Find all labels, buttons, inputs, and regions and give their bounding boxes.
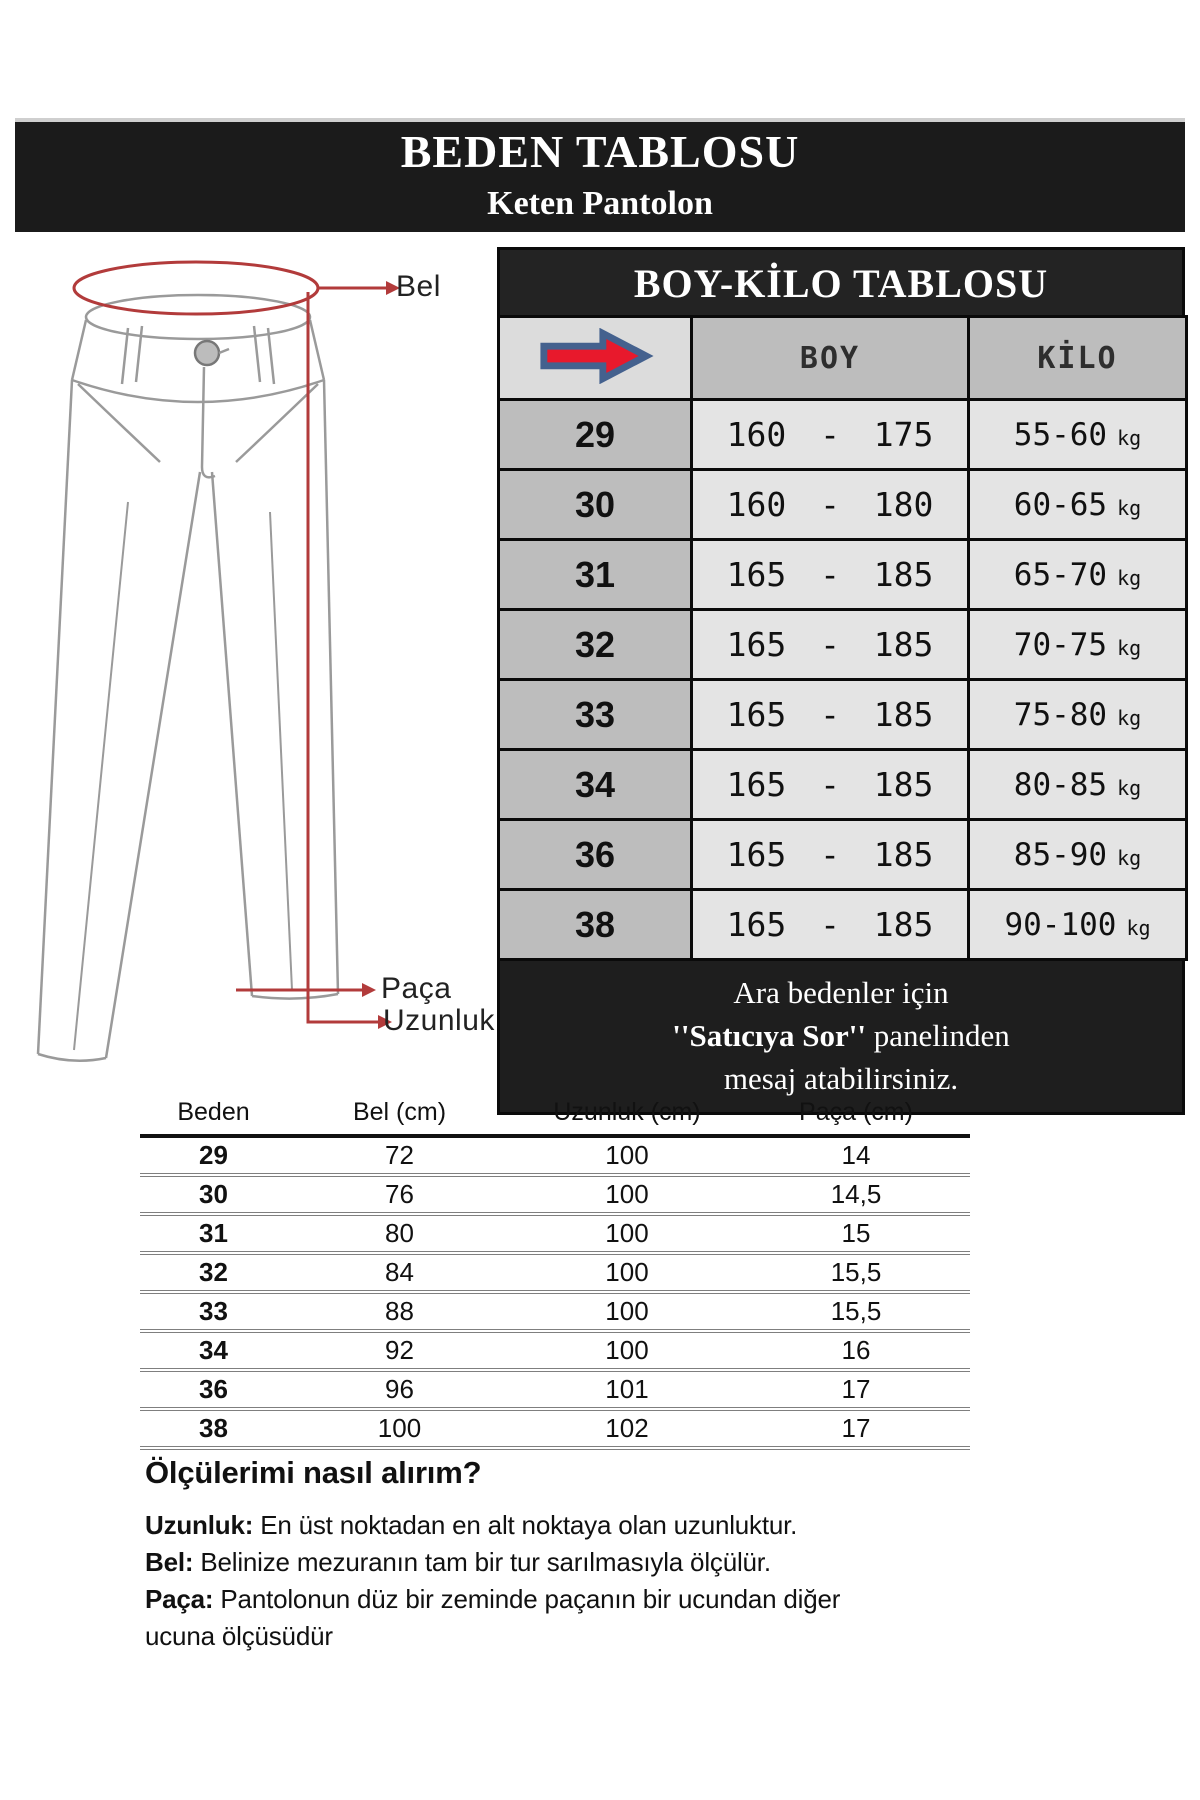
table-row — [140, 1409, 970, 1448]
kilo-cell — [969, 750, 1187, 820]
page-subtitle: Keten Pantolon — [487, 185, 713, 222]
note-line-3: mesaj atabilirsiniz. — [723, 1061, 959, 1096]
boy-cell: 165 - 185 — [692, 540, 969, 610]
paca-cell: 15,5 — [742, 1292, 970, 1331]
table-row — [140, 1136, 970, 1175]
kg-unit: kg — [1117, 775, 1142, 800]
uzunluk-cell: 100 — [512, 1253, 742, 1292]
table-row — [499, 750, 1187, 820]
boy-kilo-header-row — [499, 317, 1187, 400]
header-uzunluk: Uzunluk (cm) — [512, 1090, 742, 1136]
beden-cell: 32 — [140, 1253, 287, 1292]
how-to-paca — [145, 1581, 890, 1618]
bel-cell: 100 — [287, 1409, 512, 1448]
size-cell: 29 — [499, 400, 692, 470]
table-row — [499, 820, 1187, 890]
ask-seller-bold: ''Satıcıya Sor'' — [672, 1018, 866, 1053]
table-row — [499, 890, 1187, 960]
bel-cell: 84 — [287, 1253, 512, 1292]
kilo-value: 65-70 — [1013, 556, 1108, 593]
table-row — [140, 1331, 970, 1370]
boy-cell: 160 - 175 — [692, 400, 969, 470]
column-header-kilo: KİLO — [969, 317, 1187, 400]
size-cell: 33 — [499, 680, 692, 750]
size-cell: 30 — [499, 470, 692, 540]
waist-ellipse-annotation — [74, 262, 318, 314]
kg-unit: kg — [1117, 845, 1142, 870]
table-row — [140, 1214, 970, 1253]
boy-cell: 160 - 180 — [692, 470, 969, 540]
kilo-cell — [969, 680, 1187, 750]
kg-unit: kg — [1117, 565, 1142, 590]
table-row — [499, 680, 1187, 750]
beden-cell: 38 — [140, 1409, 287, 1448]
label-paca: Paça — [381, 972, 452, 1005]
bel-cell: 88 — [287, 1292, 512, 1331]
kilo-cell — [969, 610, 1187, 680]
kg-unit: kg — [1117, 495, 1142, 520]
how-to-heading: Ölçülerimi nasıl alırım? — [145, 1455, 482, 1490]
uzunluk-cell: 100 — [512, 1331, 742, 1370]
table-row — [140, 1253, 970, 1292]
table-row — [140, 1292, 970, 1331]
paca-cell: 15,5 — [742, 1253, 970, 1292]
kilo-cell — [969, 890, 1187, 960]
bel-cell: 72 — [287, 1136, 512, 1175]
paca-cell: 14,5 — [742, 1175, 970, 1214]
beden-cell: 33 — [140, 1292, 287, 1331]
how-to-measure-section — [145, 1455, 890, 1655]
term-bel: Bel: — [145, 1547, 194, 1577]
boy-kilo-section — [497, 247, 1185, 1115]
bel-cell: 96 — [287, 1370, 512, 1409]
beden-cell: 30 — [140, 1175, 287, 1214]
pants-lineart — [38, 295, 338, 1061]
title-banner — [15, 118, 1185, 232]
boy-kilo-table — [497, 315, 1188, 961]
table-row — [140, 1175, 970, 1214]
uzunluk-line — [308, 292, 378, 1022]
size-cell: 32 — [499, 610, 692, 680]
table-row — [499, 470, 1187, 540]
size-cell: 38 — [499, 890, 692, 960]
kilo-value: 60-65 — [1013, 486, 1108, 523]
text-uzunluk: En üst noktadan en alt noktaya olan uzunluktur. — [253, 1510, 798, 1540]
boy-cell: 165 - 185 — [692, 820, 969, 890]
boy-cell: 165 - 185 — [692, 750, 969, 820]
bel-cell: 76 — [287, 1175, 512, 1214]
kg-unit: kg — [1117, 635, 1142, 660]
text-paca: Pantolonun düz bir zeminde paçanın bir ucundan diğer — [213, 1584, 841, 1614]
kg-unit: kg — [1117, 705, 1142, 730]
paca-cell: 17 — [742, 1370, 970, 1409]
paca-cell: 15 — [742, 1214, 970, 1253]
table-row — [499, 400, 1187, 470]
header-beden: Beden — [140, 1090, 287, 1136]
measurements-table — [140, 1090, 970, 1450]
kilo-value: 80-85 — [1013, 766, 1108, 803]
label-uzunluk: Uzunluk — [383, 1004, 495, 1037]
size-cell: 34 — [499, 750, 692, 820]
boy-cell: 165 - 185 — [692, 610, 969, 680]
table-row — [499, 540, 1187, 610]
bel-cell: 92 — [287, 1331, 512, 1370]
paca-cell: 14 — [742, 1136, 970, 1175]
term-paca: Paça: — [145, 1584, 214, 1614]
note-line-2 — [500, 1014, 1182, 1057]
pants-diagram — [8, 232, 478, 1072]
table-row — [140, 1370, 970, 1409]
uzunluk-cell: 100 — [512, 1136, 742, 1175]
kilo-value: 55-60 — [1013, 416, 1108, 453]
uzunluk-cell: 100 — [512, 1214, 742, 1253]
boy-cell: 165 - 185 — [692, 890, 969, 960]
beden-cell: 36 — [140, 1370, 287, 1409]
paca-cell: 16 — [742, 1331, 970, 1370]
boy-kilo-table-title: BOY-KİLO TABLOSU — [497, 247, 1185, 315]
uzunluk-cell: 101 — [512, 1370, 742, 1409]
kilo-value: 90-100 — [1004, 906, 1117, 943]
how-to-paca-tail: ucuna ölçüsüdür — [145, 1621, 333, 1651]
bel-cell: 80 — [287, 1214, 512, 1253]
boy-cell: 165 - 185 — [692, 680, 969, 750]
beden-cell: 29 — [140, 1136, 287, 1175]
page-title: BEDEN TABLOSU — [400, 126, 800, 177]
beden-cell: 31 — [140, 1214, 287, 1253]
kilo-value: 70-75 — [1013, 626, 1108, 663]
size-cell: 31 — [499, 540, 692, 610]
header-bel: Bel (cm) — [287, 1090, 512, 1136]
kg-unit: kg — [1117, 425, 1142, 450]
note-line-1: Ara bedenler için — [733, 975, 949, 1010]
table-row — [499, 610, 1187, 680]
paca-arrowhead-icon — [362, 983, 376, 997]
text-bel: Belinize mezuranın tam bir tur sarılmasıyla ölçülür. — [193, 1547, 771, 1577]
column-header-boy: BOY — [692, 317, 969, 400]
kilo-cell — [969, 820, 1187, 890]
kilo-value: 75-80 — [1013, 696, 1108, 733]
paca-cell: 17 — [742, 1409, 970, 1448]
uzunluk-cell: 100 — [512, 1292, 742, 1331]
kilo-cell — [969, 470, 1187, 540]
term-uzunluk: Uzunluk: — [145, 1510, 254, 1540]
measurement-annotations — [74, 262, 386, 1022]
how-to-bel — [145, 1544, 890, 1581]
beden-cell: 34 — [140, 1331, 287, 1370]
how-to-uzunluk — [145, 1507, 890, 1544]
measurements-header-row — [140, 1090, 970, 1136]
uzunluk-cell: 100 — [512, 1175, 742, 1214]
kg-unit: kg — [1126, 915, 1151, 940]
kilo-cell — [969, 400, 1187, 470]
uzunluk-cell: 102 — [512, 1409, 742, 1448]
red-arrow-icon — [536, 328, 654, 384]
label-bel: Bel — [396, 270, 441, 303]
note-line-2-rest: panelinden — [865, 1018, 1010, 1053]
kilo-value: 85-90 — [1013, 836, 1108, 873]
kilo-cell — [969, 540, 1187, 610]
size-arrow-cell — [499, 317, 692, 400]
size-cell: 36 — [499, 820, 692, 890]
header-paca: Paça (cm) — [742, 1090, 970, 1136]
